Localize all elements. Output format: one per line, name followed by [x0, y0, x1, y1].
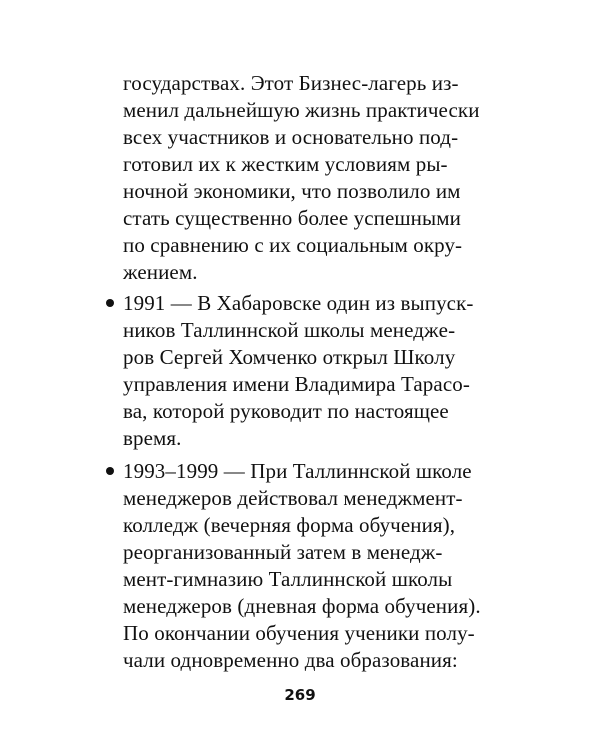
text-line: ночной экономики, что позволило им	[123, 179, 461, 203]
text-line: по сравнению с их социальным окру-	[123, 233, 463, 257]
text-line: ва, которой руководит по настоящее	[123, 399, 449, 423]
text-line: колледж (вечерняя форма обучения),	[123, 513, 456, 537]
text-line: жением.	[123, 260, 198, 284]
text-line: государствах. Этот Бизнес-лагерь из-	[123, 71, 459, 95]
text-line: ров Сергей Хомченко открыл Школу	[123, 345, 456, 369]
text-line: всех участников и основательно под-	[123, 125, 459, 149]
text-line: мент-гимназию Таллиннской школы	[123, 567, 453, 591]
text-line: 1993–1999 — При Таллиннской школе	[123, 459, 472, 483]
text-line: время.	[123, 426, 182, 450]
text-line: ников Таллиннской школы менеджe-	[123, 318, 456, 342]
text-line: менеджеров действовал менеджмент-	[123, 486, 463, 510]
bullet-dot-icon	[106, 467, 114, 475]
text-line: 1991 — В Хабаровске один из выпуск-	[123, 291, 474, 315]
page-number: 269	[284, 686, 316, 704]
text-line: менеджеров (дневная форма обучения).	[123, 594, 481, 618]
text-line: управления имени Владимира Тарасо-	[123, 372, 470, 396]
text-line: реорганизованный затем в менедж-	[123, 540, 443, 564]
text-line: чали одновременно два образования:	[123, 648, 458, 672]
text-line: стать существенно более успешными	[123, 206, 461, 230]
text-line: менил дальнейшую жизнь практически	[123, 98, 480, 122]
text-line: готовил их к жестким условиям ры-	[123, 152, 448, 176]
bullet-dot-icon	[106, 299, 114, 307]
text-line: По окончании обучения ученики полу-	[123, 621, 475, 645]
